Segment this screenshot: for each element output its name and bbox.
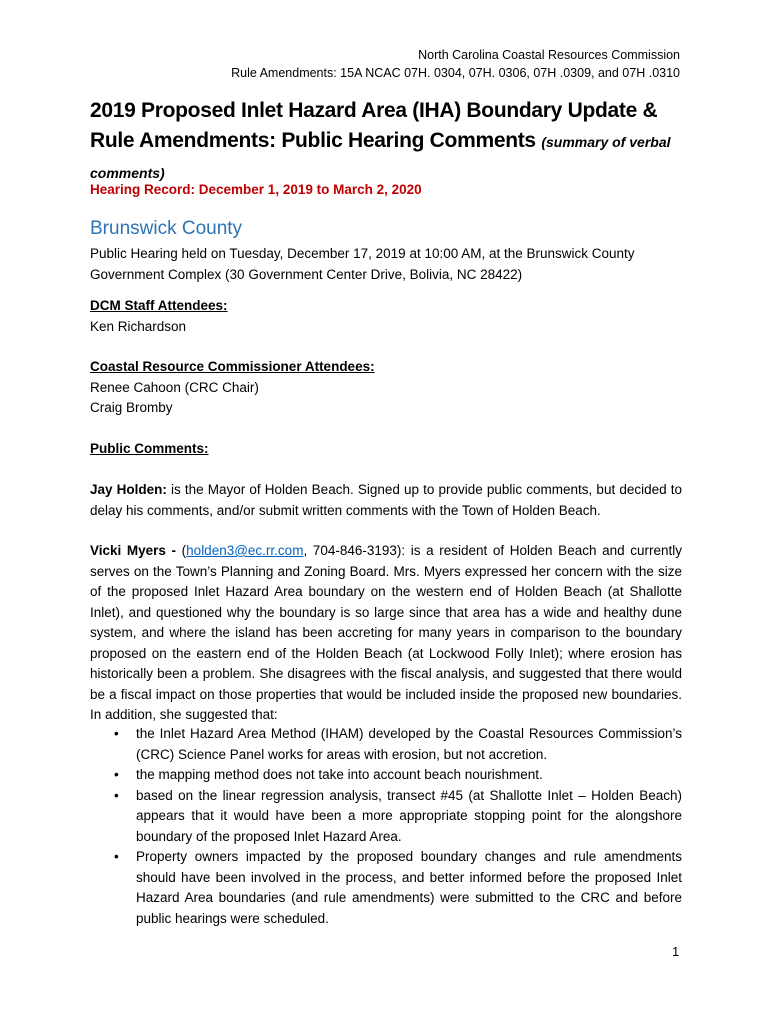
title-main: 2019 Proposed Inlet Hazard Area (IHA) Boundary Update & Rule Amendments: Public Hearing Comments bbox=[90, 99, 658, 152]
list-item: • the mapping method does not take into account beach nourishment. bbox=[90, 765, 682, 786]
public-comments-heading: Public Comments: bbox=[90, 441, 209, 456]
commissioners-section bbox=[90, 357, 682, 419]
dcm-staff-section bbox=[90, 296, 682, 337]
list-item: • the Inlet Hazard Area Method (IHAM) developed by the Coastal Resources Commission’s (CRC) Science Panel works for areas with erosion, but not accretion. bbox=[114, 726, 682, 762]
commissioner-name: Renee Cahoon (CRC Chair) bbox=[90, 379, 259, 395]
title-summary: (summary of verbal comments) bbox=[90, 134, 671, 181]
comment-text: is the Mayor of Holden Beach. Signed up to provide public comments, but decided to delay his comments, and/or submit written comments with the Town of Holden Beach. bbox=[90, 482, 682, 518]
header-org: North Carolina Coastal Resources Commission bbox=[418, 48, 680, 62]
list-item: • Property owners impacted by the proposed boundary changes and rule amendments should have been involved in the process, and better informed before the proposed Inlet Hazard Area boundaries (and rule amendments) were submitted to the CRC and before public hearings were scheduled. bbox=[114, 849, 682, 926]
paren-open: ( bbox=[181, 543, 187, 558]
hearing-record: Hearing Record: December 1, 2019 to March 2, 2020 bbox=[90, 182, 422, 197]
bullet-icon: • bbox=[114, 849, 119, 864]
email-link[interactable]: holden3@ec.rr.com bbox=[186, 543, 304, 558]
comment-vicki-myers bbox=[90, 541, 682, 726]
comment-jay-holden bbox=[90, 480, 682, 521]
commissioner-name: Craig Bromby bbox=[90, 400, 173, 415]
suggestion-list bbox=[90, 724, 682, 929]
bullet-icon: • bbox=[114, 767, 119, 782]
comment-text: , 704-846-3193): is a resident of Holden Beach and currently serves on the Town’s Planning and Zoning Board. Mrs. Myers expressed her concern with the size of the proposed Inlet Hazard Area boundary on the western end of Holden Beach (at Shallotte Inlet), and questioned why the boundary is so large since that area has a wide and healthy dune system, and where the island has been accreting for many years in comparison to the boundary proposed on the eastern end of the Holden Beach (at Lockwood Folly Inlet); where erosion has historically been a problem. She disagrees with the fiscal analysis, and suggested that there would be a fiscal impact on those properties that would be included inside the proposed new boundaries. In addition, she suggested that: bbox=[90, 543, 682, 722]
commenter-name: Jay Holden: bbox=[90, 482, 167, 497]
commenter-name: Vicki Myers - bbox=[90, 543, 182, 558]
dcm-staff-heading: DCM Staff Attendees: bbox=[90, 298, 228, 313]
commissioners-heading: Coastal Resource Commissioner Attendees: bbox=[90, 359, 375, 374]
county-heading: Brunswick County bbox=[90, 218, 243, 239]
hearing-held-text: Public Hearing held on Tuesday, December 17, 2019 at 10:00 AM, at the Brunswick County Government Complex (30 Government Center Drive, Bolivia, NC 28422) bbox=[90, 246, 635, 282]
document-title bbox=[90, 96, 690, 188]
header-rules: Rule Amendments: 15A NCAC 07H. 0304, 07H. 0306, 07H .0309, and 07H .0310 bbox=[231, 66, 680, 80]
list-item: • based on the linear regression analysis, transect #45 (at Shallotte Inlet – Holden Beach) appears that it would have been a more appropriate stopping point for the alongshore boundary of the proposed Inlet Hazard Area. bbox=[114, 787, 682, 844]
bullet-icon: • bbox=[114, 726, 119, 741]
bullet-icon: • bbox=[114, 787, 119, 803]
dcm-staff-name: Ken Richardson bbox=[90, 318, 187, 334]
page-number: 1 bbox=[672, 944, 680, 959]
